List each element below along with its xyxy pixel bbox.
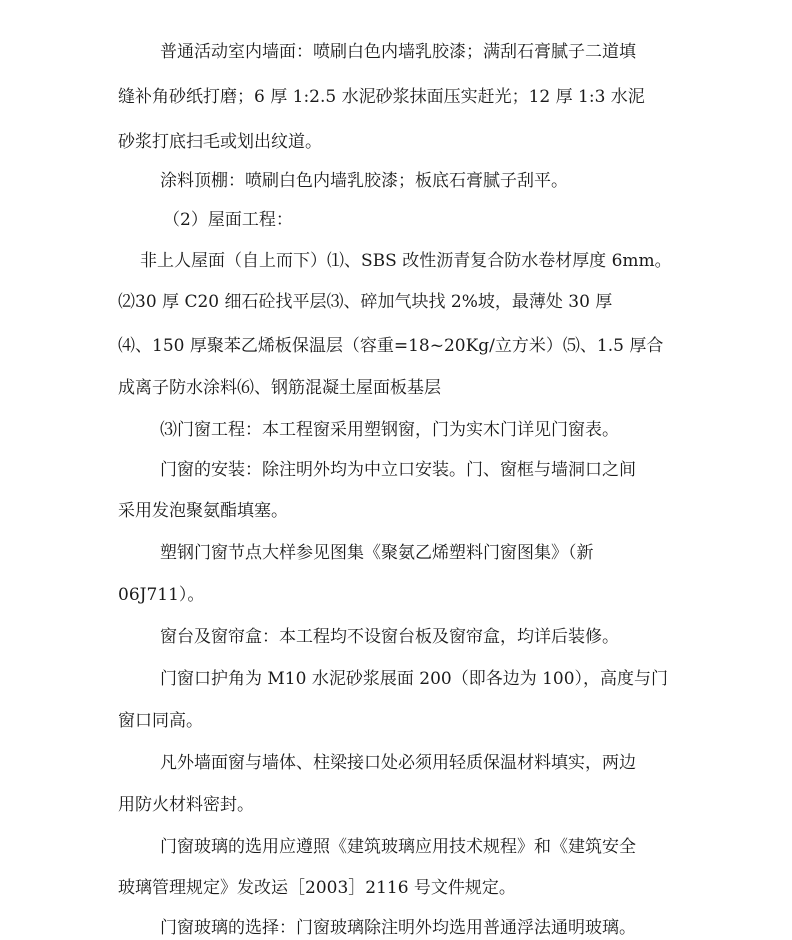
text-line: 门窗的安装：除注明外均为中立口安装。门、窗框与墙洞口之间: [160, 460, 636, 480]
text-line: 门窗玻璃的选择：门窗玻璃除注明外均选用普通浮法通明玻璃。: [160, 918, 636, 938]
text-line: 玻璃管理规定》发改运［2003］2116 号文件规定。: [118, 878, 516, 898]
text-line: 窗口同高。: [118, 711, 203, 731]
text-line: ⑷、150 厚聚苯乙烯板保温层（容重=18~20Kg/立方米）⑸、1.5 厚合: [118, 336, 664, 356]
text-line: 凡外墙面窗与墙体、柱梁接口处必须用轻质保温材料填实，两边: [160, 753, 636, 773]
text-line: 缝补角砂纸打磨；6 厚 1:2.5 水泥砂浆抹面压实赶光；12 厚 1:3 水泥: [118, 87, 645, 107]
text-line: 06J711）。: [118, 585, 205, 605]
text-line: 普通活动室内墙面：喷刷白色内墙乳胶漆；满刮石膏腻子二道填: [160, 42, 636, 62]
text-line: 窗台及窗帘盒：本工程均不设窗台板及窗帘盒，均详后装修。: [160, 627, 619, 647]
text-line: 塑钢门窗节点大样参见图集《聚氨乙烯塑料门窗图集》（新: [160, 543, 594, 563]
text-line: ⑵30 厚 C20 细石砼找平层⑶、碎加气块找 2%坡，最薄处 30 厚: [118, 292, 613, 312]
section-heading: （2）屋面工程：: [163, 210, 293, 230]
text-line: 门窗玻璃的选用应遵照《建筑玻璃应用技术规程》和《建筑安全: [160, 837, 636, 857]
text-line: 砂浆打底扫毛或划出纹道。: [118, 132, 322, 152]
text-line: 采用发泡聚氨酯填塞。: [118, 501, 288, 521]
text-line: 非上人屋面（自上而下）⑴、SBS 改性沥青复合防水卷材厚度 6mm。: [140, 251, 672, 271]
text-line: 涂料顶棚：喷刷白色内墙乳胶漆；板底石膏腻子刮平。: [160, 171, 568, 191]
section-heading: ⑶门窗工程：本工程窗采用塑钢窗，门为实木门详见门窗表。: [160, 420, 619, 440]
text-line: 成离子防水涂料⑹、钢筋混凝土屋面板基层: [118, 378, 441, 398]
text-line: 门窗口护角为 M10 水泥砂浆展面 200（即各边为 100），高度与门: [160, 669, 669, 689]
text-line: 用防火材料密封。: [118, 795, 254, 815]
